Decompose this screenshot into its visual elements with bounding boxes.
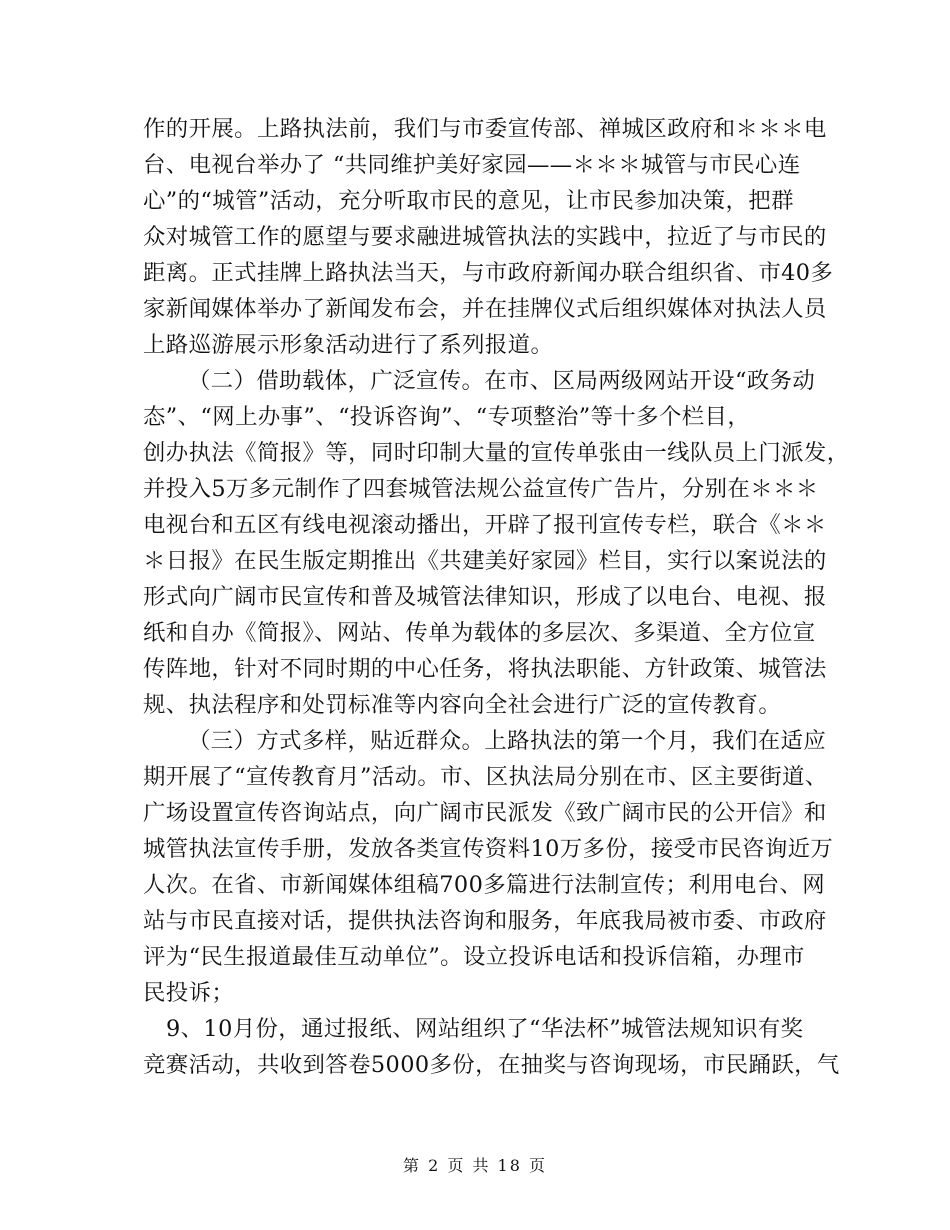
paragraph-line: 评为“民生报道最佳互动单位”。设立投诉电话和投诉信箱，办理市 (143, 944, 805, 970)
paragraph-line: 站与市民直接对话，提供执法咨询和服务，年底我局被市委、市政府 (143, 908, 827, 934)
paragraph-line: 心”的“城管”活动，充分听取市民的意见，让市民参加决策，把群 (143, 188, 794, 214)
paragraph-line: 民投诉； (143, 980, 235, 1006)
paragraph-line: （三）方式多样，贴近群众。上路执法的第一个月，我们在适应 (188, 728, 827, 754)
paragraph-line: 9、10月份，通过报纸、网站组织了“华法杯”城管法规知识有奖 (166, 1016, 804, 1042)
paragraph-line: 台、电视台举办了 “共同维护美好家园——＊＊＊城管与市民心连 (143, 152, 801, 178)
paragraph-line: （二）借助载体，广泛宣传。在市、区局两级网站开设“政务动 (188, 368, 816, 394)
paragraph-line: 创办执法《简报》等，同时印制大量的宣传单张由一线队员上门派发， (143, 440, 850, 466)
paragraph-line: 众对城管工作的愿望与要求融进城管执法的实践中，拉近了与市民的 (143, 224, 827, 250)
paragraph-line: 家新闻媒体举办了新闻发布会，并在挂牌仪式后组织媒体对执法人员 (143, 296, 827, 322)
paragraph-line: 广场设置宣传咨询站点，向广阔市民派发《致广阔市民的公开信》和 (143, 800, 827, 826)
paragraph-line: 期开展了“宣传教育月”活动。市、区执法局分别在市、区主要街道、 (143, 764, 828, 790)
paragraph-line: 纸和自办《简报》、网站、传单为载体的多层次、多渠道、全方位宣 (143, 620, 816, 646)
paragraph-line: 形式向广阔市民宣传和普及城管法律知识，形成了以电台、电视、报 (143, 584, 827, 610)
paragraph-line: 上路巡游展示形象活动进行了系列报道。 (143, 332, 554, 358)
paragraph-line: 规、执法程序和处罚标准等内容向全社会进行广泛的宣传教育。 (143, 692, 782, 718)
paragraph-line: 竞赛活动，共收到答卷5000多份，在抽奖与咨询现场，市民踊跃，气 (143, 1052, 840, 1078)
paragraph-line: 态”、“网上办事”、“投诉咨询”、“专项整治”等十多个栏目， (143, 404, 751, 430)
paragraph-line: 距离。正式挂牌上路执法当天，与市政府新闻办联合组织省、市40多 (143, 260, 834, 286)
paragraph-line: 传阵地，针对不同时期的中心任务，将执法职能、方针政策、城管法 (143, 656, 827, 682)
paragraph-line: ＊日报》在民生版定期推出《共建美好家园》栏目，实行以案说法的 (143, 548, 827, 574)
paragraph-line: 人次。在省、市新闻媒体组稿700多篇进行法制宣传；利用电台、网 (143, 872, 826, 898)
page-number-footer: 第 2 页 共 18 页 (403, 1156, 547, 1175)
paragraph-line: 电视台和五区有线电视滚动播出，开辟了报刊宣传专栏，联合《＊＊ (143, 512, 827, 538)
paragraph-line: 城管执法宣传手册，发放各类宣传资料10万多份，接受市民咨询近万 (143, 836, 834, 862)
paragraph-line: 并投入5万多元制作了四套城管法规公益宣传广告片，分别在＊＊＊ (143, 476, 819, 502)
paragraph-line: 作的开展。上路执法前，我们与市委宣传部、禅城区政府和＊＊＊电 (143, 116, 827, 142)
